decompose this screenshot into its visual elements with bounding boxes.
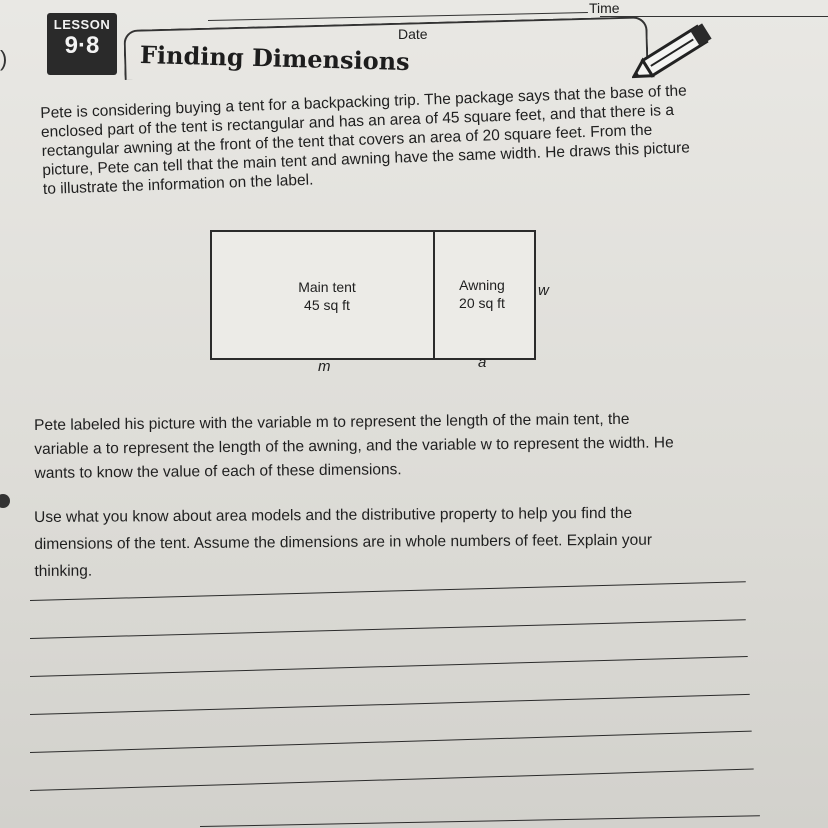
main-tent-region: [272, 278, 382, 314]
awning-area: 20 sq ft: [459, 295, 505, 311]
main-tent-area: 45 sq ft: [304, 297, 350, 313]
answer-line[interactable]: [30, 656, 748, 677]
lesson-badge: [47, 13, 117, 75]
lesson-word: LESSON: [53, 17, 111, 32]
variables-paragraph: Pete labeled his picture with the variable m to represent the length of the main tent, the variable a to represent the length of the awning, and the variable w to represent the width. He wants to know the value of each of these dimensions.: [34, 410, 674, 482]
answer-line[interactable]: [30, 694, 750, 715]
lesson-number: 9·8: [64, 32, 100, 59]
question-bullet: [0, 494, 10, 508]
answer-line[interactable]: [200, 815, 760, 827]
tent-area-model: [210, 230, 536, 360]
date-label: Date: [398, 26, 428, 42]
area-divider: [433, 232, 435, 358]
main-tent-label: Main tent: [298, 279, 356, 295]
page-title: Finding Dimensions: [139, 40, 411, 77]
main-length-variable: m: [318, 358, 331, 375]
answer-line[interactable]: [30, 731, 752, 753]
awning-label: Awning: [459, 277, 505, 293]
awning-region: [446, 276, 518, 312]
awning-length-variable: a: [478, 354, 487, 371]
binder-hole-mark: ): [0, 46, 8, 71]
time-label: Time: [589, 0, 620, 16]
intro-paragraph: Pete is considering buying a tent for a backpacking trip. The package says that the base of the enclosed part of the tent is rectangular and has an area of 45 square feet, and that there is a rectangular awning at the front of the tent that covers an area of 20 square feet. From the picture, Pete can tell that the main tent and awning have the same width. He draws this picture to illustrate the information on the label.: [40, 81, 691, 198]
question-paragraph: Use what you know about area models and the distributive property to help you find the dimensions of the tent. Assume the dimensions are in whole numbers of feet. Explain your thinking.: [34, 504, 653, 580]
answer-line[interactable]: [30, 769, 754, 791]
width-variable: w: [538, 282, 549, 299]
answer-line[interactable]: [30, 619, 746, 639]
pencil-icon: [632, 14, 724, 84]
